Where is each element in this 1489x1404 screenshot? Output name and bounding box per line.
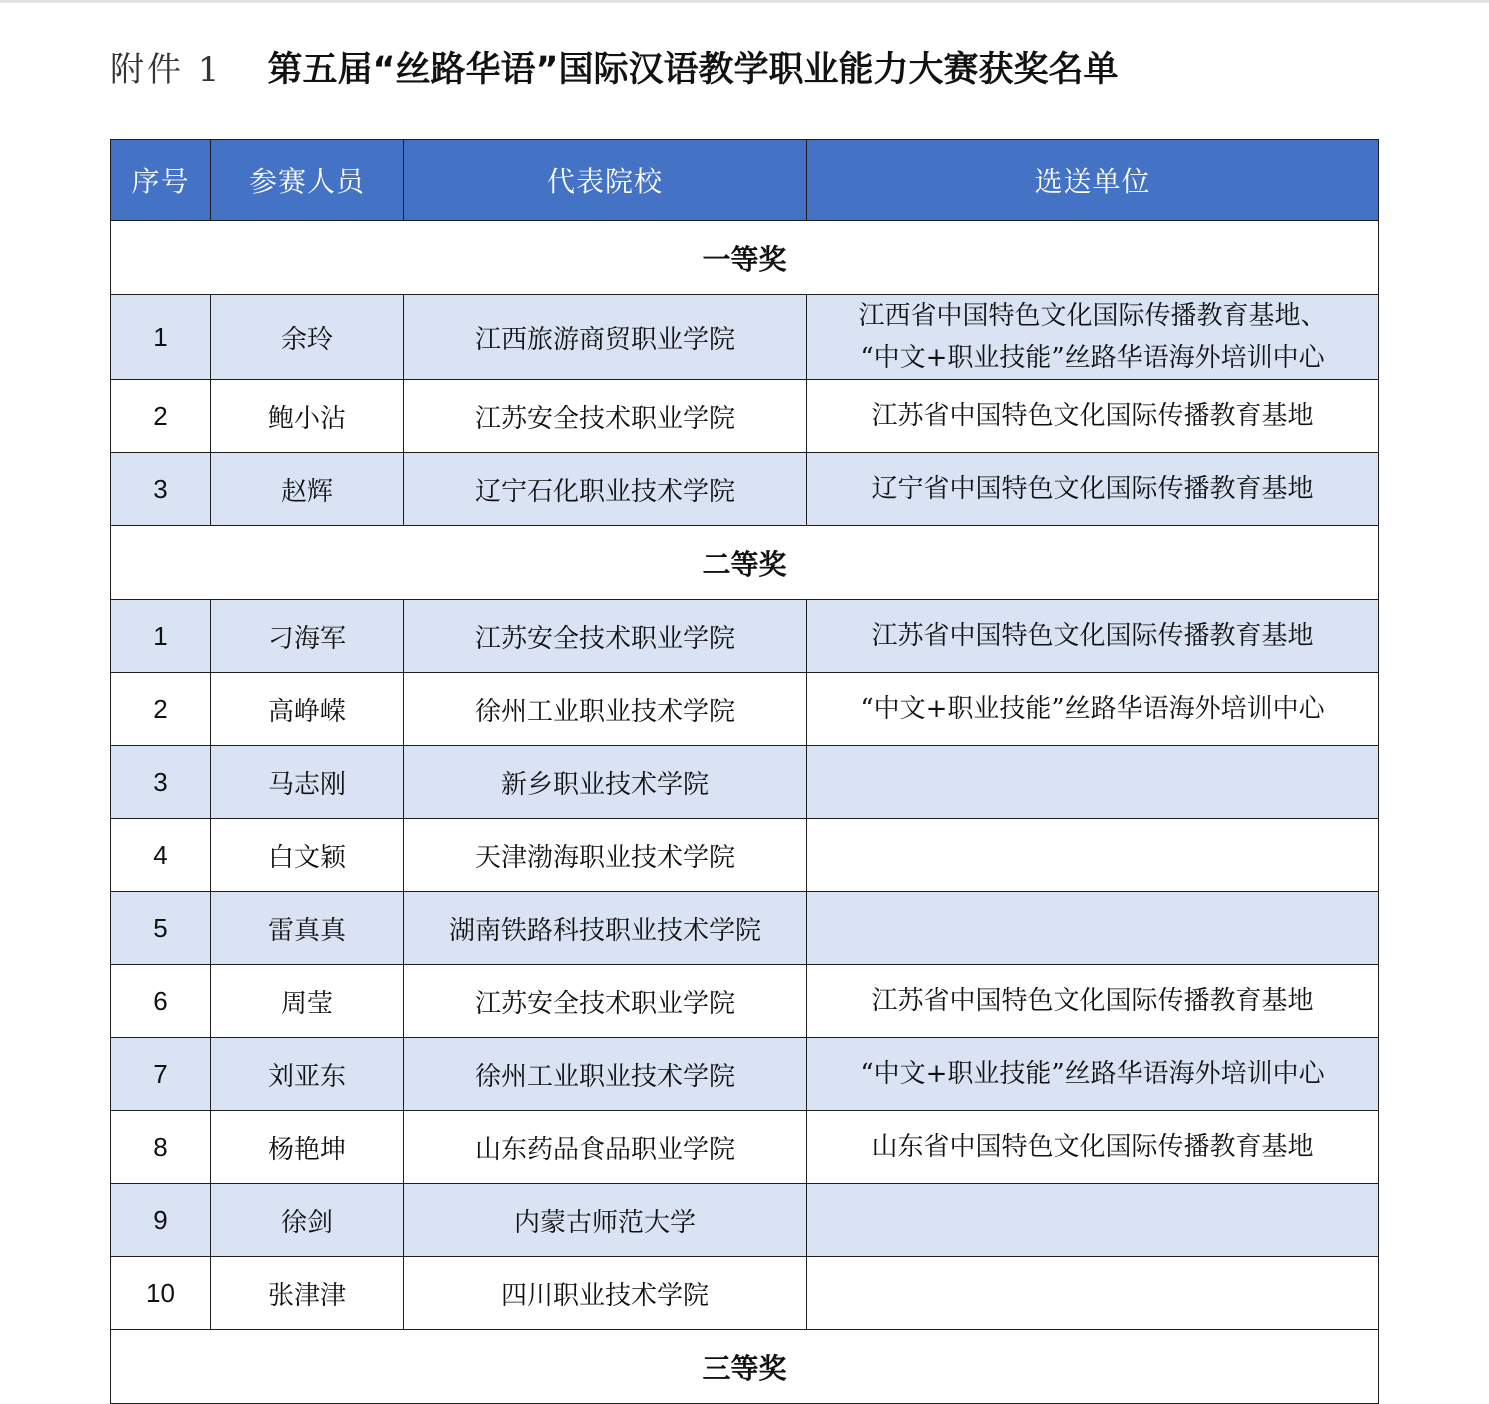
row-participant: 雷真真	[211, 892, 404, 965]
award-section-row	[111, 526, 1379, 600]
table-row	[111, 965, 1379, 1038]
award-level: 二等奖	[111, 526, 1379, 600]
row-school: 天津渤海职业技术学院	[404, 819, 807, 892]
row-participant: 鲍小沾	[211, 380, 404, 453]
row-index: 7	[111, 1038, 211, 1111]
row-school: 湖南铁路科技职业技术学院	[404, 892, 807, 965]
row-index: 1	[111, 600, 211, 673]
row-index: 6	[111, 965, 211, 1038]
row-sending-unit: 江苏省中国特色文化国际传播教育基地	[807, 600, 1379, 673]
row-sending-unit: 辽宁省中国特色文化国际传播教育基地	[807, 453, 1379, 526]
row-index: 9	[111, 1184, 211, 1257]
row-school: 徐州工业职业技术学院	[404, 1038, 807, 1111]
row-school: 江苏安全技术职业学院	[404, 965, 807, 1038]
row-index: 3	[111, 453, 211, 526]
row-participant: 刘亚东	[211, 1038, 404, 1111]
table-row	[111, 1184, 1379, 1257]
row-sending-unit	[807, 892, 1379, 965]
table-body	[111, 221, 1379, 1404]
row-participant: 张津津	[211, 1257, 404, 1330]
row-participant: 赵辉	[211, 453, 404, 526]
row-sending-unit: “中文+职业技能”丝路华语海外培训中心	[807, 1038, 1379, 1111]
table-row	[111, 892, 1379, 965]
row-participant: 杨艳坤	[211, 1111, 404, 1184]
row-participant: 徐剑	[211, 1184, 404, 1257]
table-row	[111, 453, 1379, 526]
row-index: 2	[111, 380, 211, 453]
row-sending-unit: 江苏省中国特色文化国际传播教育基地	[807, 380, 1379, 453]
row-school: 徐州工业职业技术学院	[404, 673, 807, 746]
table-row	[111, 819, 1379, 892]
row-school: 江苏安全技术职业学院	[404, 600, 807, 673]
row-school: 辽宁石化职业技术学院	[404, 453, 807, 526]
attachment-label: 附件 1	[110, 50, 223, 90]
table-row	[111, 1257, 1379, 1330]
row-index: 4	[111, 819, 211, 892]
row-index: 8	[111, 1111, 211, 1184]
table-row	[111, 1038, 1379, 1111]
award-table	[110, 139, 1379, 1404]
award-section-row	[111, 1330, 1379, 1404]
row-participant: 马志刚	[211, 746, 404, 819]
row-index: 10	[111, 1257, 211, 1330]
row-participant: 白文颖	[211, 819, 404, 892]
table-row	[111, 600, 1379, 673]
row-sending-unit	[807, 1257, 1379, 1330]
row-school: 山东药品食品职业学院	[404, 1111, 807, 1184]
row-school: 内蒙古师范大学	[404, 1184, 807, 1257]
page-title: 第五届“丝路华语”国际汉语教学职业能力大赛获奖名单	[267, 50, 1119, 90]
award-level: 三等奖	[111, 1330, 1379, 1404]
row-participant: 余玲	[211, 295, 404, 380]
header-participant: 参赛人员	[211, 140, 404, 221]
table-row	[111, 673, 1379, 746]
row-participant: 周莹	[211, 965, 404, 1038]
table-row	[111, 295, 1379, 380]
row-sending-unit	[807, 819, 1379, 892]
header-school: 代表院校	[404, 140, 807, 221]
header-sending-unit: 选送单位	[807, 140, 1379, 221]
table-row	[111, 1111, 1379, 1184]
row-index: 3	[111, 746, 211, 819]
row-participant: 高峥嵘	[211, 673, 404, 746]
row-sending-unit: 山东省中国特色文化国际传播教育基地	[807, 1111, 1379, 1184]
header-index: 序号	[111, 140, 211, 221]
table-row	[111, 380, 1379, 453]
row-school: 江苏安全技术职业学院	[404, 380, 807, 453]
award-level: 一等奖	[111, 221, 1379, 295]
row-sending-unit: “中文+职业技能”丝路华语海外培训中心	[807, 673, 1379, 746]
row-sending-unit: 江苏省中国特色文化国际传播教育基地	[807, 965, 1379, 1038]
page-top-edge	[0, 0, 1489, 3]
row-school: 四川职业技术学院	[404, 1257, 807, 1330]
row-index: 5	[111, 892, 211, 965]
award-section-row	[111, 221, 1379, 295]
row-index: 1	[111, 295, 211, 380]
row-sending-unit	[807, 1184, 1379, 1257]
row-school: 新乡职业技术学院	[404, 746, 807, 819]
row-sending-unit	[807, 746, 1379, 819]
row-participant: 刁海军	[211, 600, 404, 673]
table-header-row	[111, 140, 1379, 221]
row-sending-unit: 江西省中国特色文化国际传播教育基地、 “中文+职业技能”丝路华语海外培训中心	[807, 295, 1379, 380]
row-school: 江西旅游商贸职业学院	[404, 295, 807, 380]
document-title-block	[110, 42, 1119, 88]
table-row	[111, 746, 1379, 819]
row-index: 2	[111, 673, 211, 746]
